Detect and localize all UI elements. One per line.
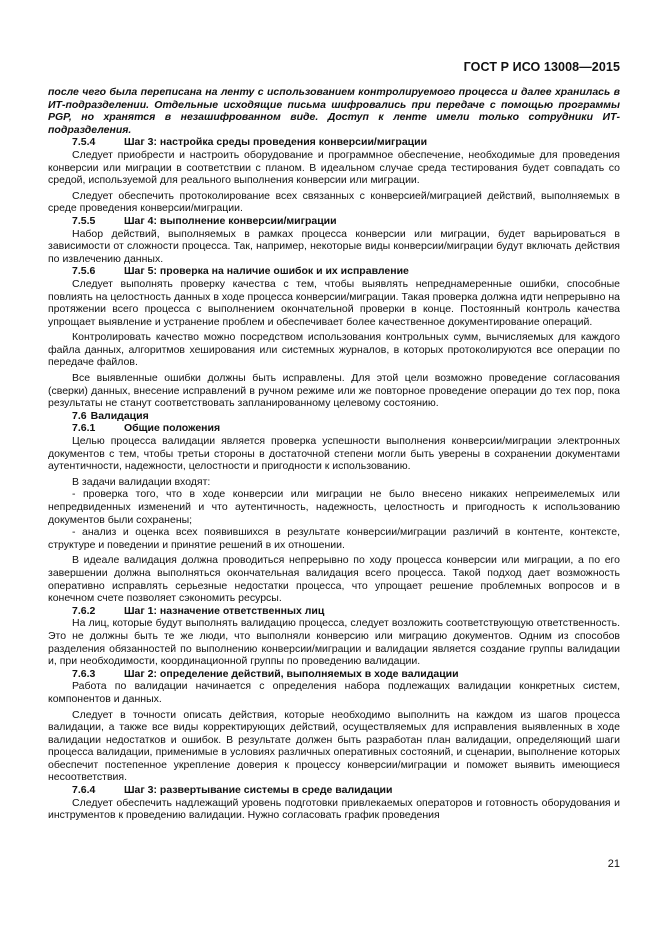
paragraph: Контролировать качество можно посредством использования контрольных сумм, вычисляемых для каждого файла данных, алгоритмов хеширования или системных журналов, в которых протоколируются все операции по передаче файлов. <box>48 331 620 369</box>
section-title: Шаг 2: определение действий, выполняемых в ходе валидации <box>124 667 459 680</box>
section-title: Общие положения <box>124 422 221 435</box>
section-number: 7.6.2 <box>72 604 96 617</box>
paragraph: Следует в точности описать действия, которые необходимо выполнить на каждом из шагов процесса валидации, а также все виды корректирующих действий, осуществляемых для исправления выявленных в ходе валидации недостатков и ошибок. В результате должен быть разработан план валидации, определяющий шаги процесса валидации, применимые в условиях различных оперативных состояний, и сценарии, выполнение которых обеспечит постепенное укрепление доверия к процессу конверсии/миграции и поможет выявить имеющиеся несоответствия. <box>48 708 620 784</box>
paragraph: Следует обеспечить протоколирование всех связанных с конверсией/миграцией действий, выполняемых в среде проведения конверсии/миграции. <box>48 189 620 215</box>
section-7-6-heading <box>48 410 620 423</box>
section-title: Шаг 4: выполнение конверсии/миграции <box>124 214 337 227</box>
page-content <box>48 86 620 822</box>
section-7-5-4-heading <box>48 136 620 149</box>
section-number: 7.6.1 <box>72 422 96 435</box>
list-item: - проверка того, что в ходе конверсии или миграции не было внесено никаких непреимелемых или непредвиденных изменений и что аутентичность, надежность, целостность и пригодность к использованию документов были сохранены; <box>48 488 620 526</box>
section-7-5-6-heading <box>48 265 620 278</box>
document-id: ГОСТ Р ИСО 13008—2015 <box>463 60 620 74</box>
document-page <box>48 0 620 936</box>
paragraph: В задачи валидации входят: <box>72 475 211 488</box>
paragraph: Следует обеспечить надлежащий уровень подготовки привлекаемых операторов и готовность оборудования и инструментов к проведению валидации. Нужно согласовать график проведения <box>48 796 620 822</box>
paragraph: Все выявленные ошибки должны быть исправлены. Для этой цели возможно проведение согласования (сверки) данных, внесение исправлений в ручном режиме или же повторное проведение операции до тех пор, пока результаты не станут соответствовать запланированному целевому состоянию. <box>48 372 620 410</box>
section-title: Шаг 3: развертывание системы в среде валидации <box>124 784 393 797</box>
paragraph: Целью процесса валидации является проверка успешности выполнения конверсии/миграции электронных документов с тем, чтобы третьи стороны в достаточной степени могли быть уверены в сохранении документами аутентичности, надежности, целостности и пригодности к использованию. <box>48 435 620 473</box>
section-number: 7.6.4 <box>72 784 96 797</box>
section-title: Валидация <box>90 409 149 422</box>
paragraph: Следует приобрести и настроить оборудование и программное обеспечение, необходимые для проведения конверсии или миграции в соответствии с планом. В идеальном случае среда тестирования будет совпадать со средой, используемой для реального выполнения конверсии или миграции. <box>48 148 620 187</box>
section-number: 7.5.6 <box>72 265 96 278</box>
section-number: 7.5.4 <box>72 136 96 149</box>
section-number: 7.5.5 <box>72 214 96 227</box>
paragraph: Набор действий, выполняемых в рамках процесса конверсии или миграции, будет варьироваться в зависимости от сложности процесса. Так, например, некоторые виды конверсии/миграции будут включать действия по извлечению данных. <box>48 227 620 265</box>
list-item: - анализ и оценка всех появившихся в результате конверсии/миграции различий в контенте, контексте, структуре и поведении и принятие решений в их отношении. <box>48 526 620 551</box>
section-7-5-5-heading <box>48 215 620 228</box>
page-number: 21 <box>607 858 620 870</box>
section-7-6-2-heading <box>48 605 620 618</box>
section-number: 7.6.3 <box>72 667 96 680</box>
section-title: Шаг 3: настройка среды проведения конверсии/миграции <box>124 136 428 149</box>
section-7-6-1-heading <box>48 422 620 435</box>
paragraph: Работа по валидации начинается с определения набора подлежащих валидации конкретных систем, компонентов и данных. <box>48 680 620 705</box>
paragraph: В идеале валидация должна проводиться непрерывно по ходу процесса конверсии или миграции, а по его завершении должна выполняться окончательная валидация всего процесса. Такой подход дает возможность оперативно исправлять серьезные недостатки процесса, что упрощает решение проблемных вопросов и в конечном счете позволяет сэкономить ресурсы. <box>48 554 620 605</box>
section-title: Шаг 1: назначение ответственных лиц <box>124 604 325 617</box>
section-number: 7.6 <box>72 409 87 422</box>
section-title: Шаг 5: проверка на наличие ошибок и их исправление <box>124 265 409 278</box>
section-7-6-4-heading <box>48 784 620 797</box>
paragraph: Следует выполнять проверку качества с тем, чтобы выявлять непреднамеренные ошибки, способные повлиять на целостность данных в ходе процесса конверсии/миграции. Такая проверка должна идти непрерывно на протяжении всего процесса с выполнением окончательной проверки в конце. Постоянный контроль качества упрощает выявление и устранение проблем и обеспечивает более качественное документирование операций. <box>48 277 620 328</box>
paragraph: На лиц, которые будут выполнять валидацию процесса, следует возложить соответствующую ответственность. Это не должны быть те же люди, что выполняли конверсию или миграцию документов. Одним из способов разделения обязанностей по выполнению конверсии/миграции и валидации является создание группы валидации и, при необходимости, координационной группы по проведению валидации. <box>48 617 620 668</box>
intro-paragraph: после чего была переписана на ленту с использованием контролируемого процесса и далее хранилась в ИТ-подразделении. Отдельные исходящие письма шифровались при передаче с помощью программы PGP, но хранятся в незашифрованном виде. Доступ к ленте имели только сотрудники ИТ-подразделения. <box>48 86 620 136</box>
section-7-6-3-heading <box>48 668 620 681</box>
